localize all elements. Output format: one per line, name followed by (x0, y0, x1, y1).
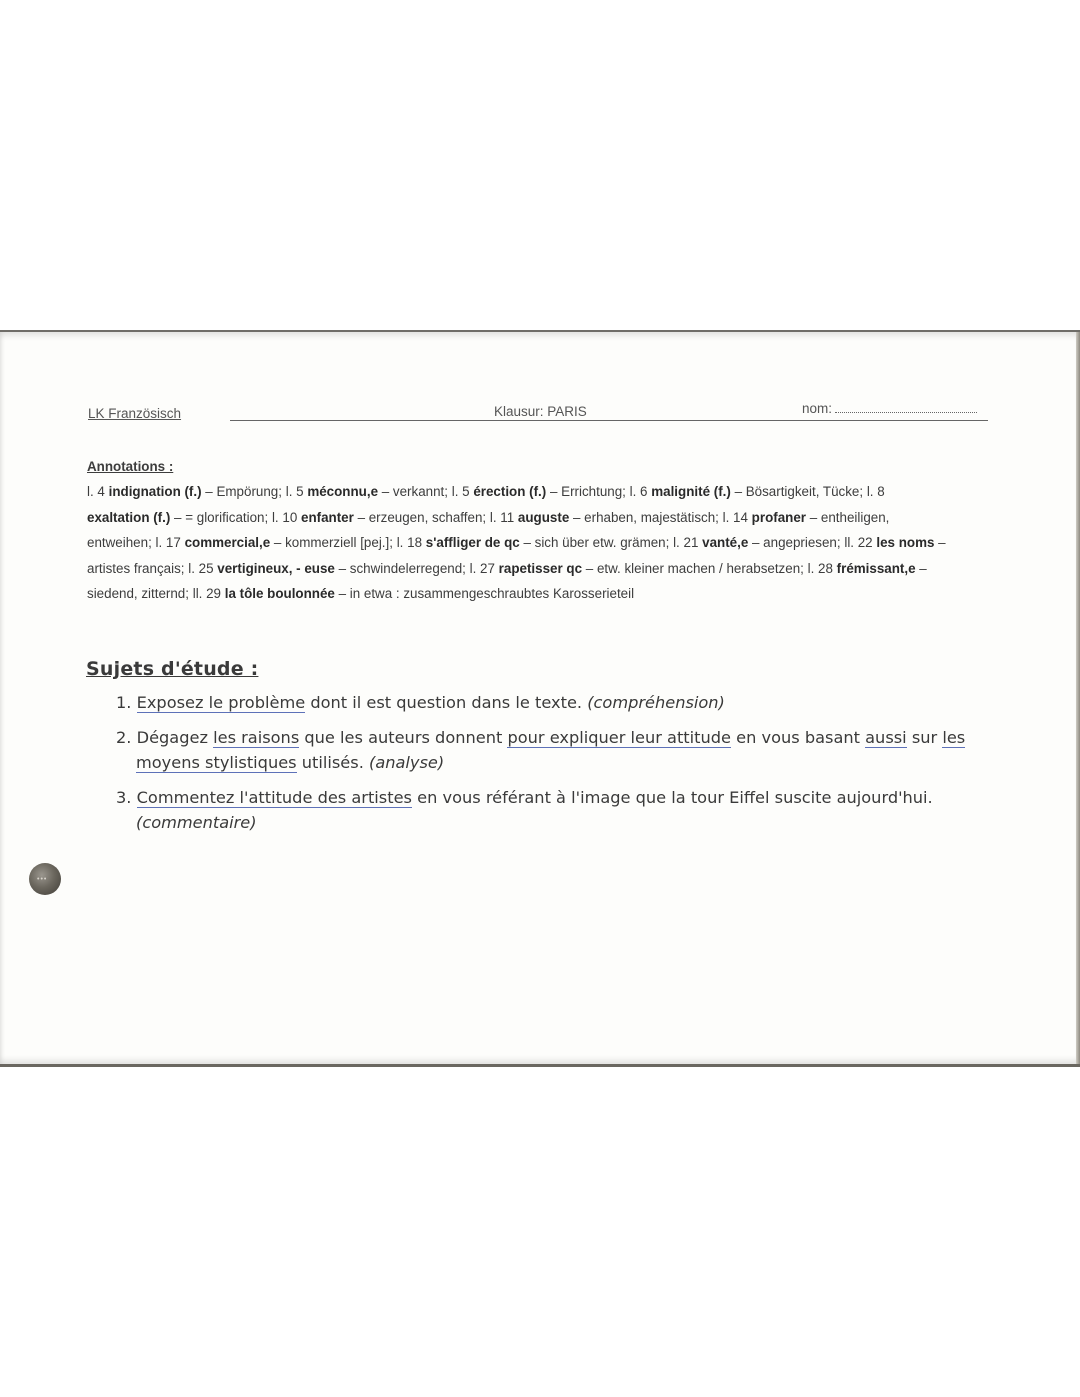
question-text: que les auteurs donnent (299, 728, 508, 747)
line-ref: l. 14 (722, 509, 748, 525)
line-ref: l. 6 (629, 484, 648, 500)
annotation-entry: l. 21 vanté,e – angepriesen; (673, 535, 845, 551)
underlined-phrase: Exposez le problème (136, 693, 306, 712)
line-ref: l. 4 (87, 484, 105, 500)
header-rule (230, 420, 988, 421)
annotation-term: indignation (f.) (108, 484, 202, 500)
annotation-meaning: in etwa : zusammengeschraubtes Karosserieteil (349, 586, 635, 602)
annotation-entry: ll. 22 les noms – artistes français; (87, 535, 946, 576)
annotation-term: frémissant,e (836, 560, 916, 576)
line-ref: l. 5 (285, 484, 304, 500)
annotation-meaning: schwindelerregend (349, 560, 463, 576)
annotation-entry: l. 5 érection (f.) – Errichtung; (451, 484, 630, 500)
line-ref: ll. 29 (192, 586, 222, 602)
line-ref: l. 8 (866, 484, 885, 500)
annotation-term: vertigineux, - euse (217, 560, 335, 576)
annotation-meaning: entheiligen, entweihen (87, 509, 890, 551)
annotation-meaning: kommerziell [pej.] (285, 535, 390, 551)
annotation-entry: l. 11 auguste – erhaben, majestätisch; (489, 509, 723, 525)
annotation-meaning: Bösartigkeit, Tücke (745, 484, 860, 500)
annotation-entry: l. 5 méconnu,e – verkannt; (285, 484, 452, 500)
annotation-entry: l. 18 s'affliger de qc – sich über etw. grämen; (396, 535, 674, 551)
annotation-entry: l. 25 vertigineux, - euse – schwindelerregend; (188, 560, 470, 576)
question-text: en vous basant (731, 728, 866, 747)
annotation-meaning: siedend, zitternd (87, 586, 186, 602)
annotations-title: Annotations : (87, 459, 174, 474)
annotation-entry: l. 6 malignité (f.) – Bösartigkeit, Tücke; (629, 484, 867, 500)
annotation-meaning: verkannt (392, 484, 445, 500)
question-type: (commentaire) (136, 813, 257, 832)
question-number: 1. (116, 693, 132, 712)
annotation-term: érection (f.) (473, 484, 547, 500)
question-text: utilisés. (296, 753, 369, 772)
line-ref: l. 17 (155, 535, 181, 551)
annotation-meaning: erzeugen, schaffen (368, 509, 483, 525)
line-ref: l. 28 (807, 560, 833, 576)
question-1 (86, 690, 966, 715)
annotation-entry: l. 10 enfanter – erzeugen, schaffen; (271, 509, 490, 525)
question-text: en vous référant à l'image que la tour Eiffel suscite aujourd'hui. (411, 788, 933, 807)
question-type: (analyse) (369, 753, 445, 772)
annotation-entry: l. 27 rapetisser qc – etw. kleiner machen / herabsetzen; (469, 560, 808, 576)
annotation-meaning: = glorification (185, 509, 265, 525)
header-bar (88, 401, 988, 424)
line-ref: l. 5 (451, 484, 470, 500)
annotation-entry: l. 8 exaltation (f.) – = glorification; (87, 484, 885, 525)
question-type: (compréhension) (587, 693, 725, 712)
annotation-term: auguste (517, 509, 570, 525)
annotation-entry: l. 17 commercial,e – kommerziell [pej.]; (155, 535, 397, 551)
line-ref: l. 10 (271, 509, 298, 525)
annotation-term: méconnu,e (307, 484, 379, 500)
annotation-meaning: etw. kleiner machen / herabsetzen (596, 560, 801, 576)
question-text: sur (906, 728, 943, 747)
underlined-phrase: les moyens stylistiques (136, 728, 966, 772)
annotation-term: malignité (f.) (651, 484, 731, 500)
line-ref: l. 21 (673, 535, 699, 551)
annotation-term: rapetisser qc (498, 560, 583, 576)
annotation-entry: l. 14 profaner – entheiligen, entweihen; (87, 509, 890, 551)
annotation-meaning: Empörung (216, 484, 279, 500)
name-label: nom: (802, 401, 833, 416)
line-ref: l. 27 (469, 560, 495, 576)
annotation-meaning: angepriesen (763, 535, 837, 551)
underlined-phrase: les raisons (213, 728, 300, 747)
subjects-block (86, 658, 966, 845)
annotation-meaning: artistes français (87, 560, 181, 576)
exam-title: Klausur: PARIS (494, 404, 587, 419)
underlined-phrase: aussi (865, 728, 907, 747)
question-text: Dégagez (136, 728, 214, 747)
annotation-term: exaltation (f.) (87, 509, 171, 525)
exam-sheet (0, 330, 1080, 1067)
annotation-term: la tôle boulonnée (224, 586, 335, 602)
annotation-entry: l. 4 indignation (f.) – Empörung; (87, 484, 286, 500)
question-number: 3. (116, 788, 132, 807)
question-text: dont il est question dans le texte. (305, 693, 588, 712)
name-field (802, 401, 977, 416)
course-label: LK Französisch (88, 406, 182, 421)
punch-hole: ••• (29, 863, 61, 895)
annotation-meaning: erhaben, majestätisch (584, 509, 716, 525)
annotation-term: profaner (751, 509, 806, 525)
annotation-entry: l. 28 frémissant,e – siedend, zitternd; (87, 560, 927, 602)
subjects-title: Sujets d'étude : (86, 658, 259, 680)
question-3 (86, 785, 966, 835)
annotation-term: enfanter (301, 509, 354, 525)
annotation-term: vanté,e (702, 535, 749, 551)
annotations-list (87, 479, 949, 606)
annotation-meaning: sich über etw. grämen (534, 535, 666, 551)
annotations-block (87, 454, 949, 606)
annotation-entry: ll. 29 la tôle boulonnée – in etwa : zusammengeschraubtes Karosserieteil (192, 586, 635, 602)
line-ref: ll. 22 (844, 535, 873, 551)
underlined-phrase: pour expliquer leur attitude (507, 728, 731, 747)
annotation-term: s'affliger de qc (425, 535, 520, 551)
name-blank (835, 402, 977, 413)
line-ref: l. 18 (396, 535, 423, 551)
line-ref: l. 11 (489, 509, 515, 525)
annotation-term: les noms (876, 535, 935, 551)
line-ref: l. 25 (188, 560, 214, 576)
annotation-term: commercial,e (184, 535, 271, 551)
question-number: 2. (116, 728, 132, 747)
question-2 (86, 725, 966, 775)
underlined-phrase: Commentez l'attitude des artistes (136, 788, 412, 807)
annotation-meaning: Errichtung (561, 484, 623, 500)
